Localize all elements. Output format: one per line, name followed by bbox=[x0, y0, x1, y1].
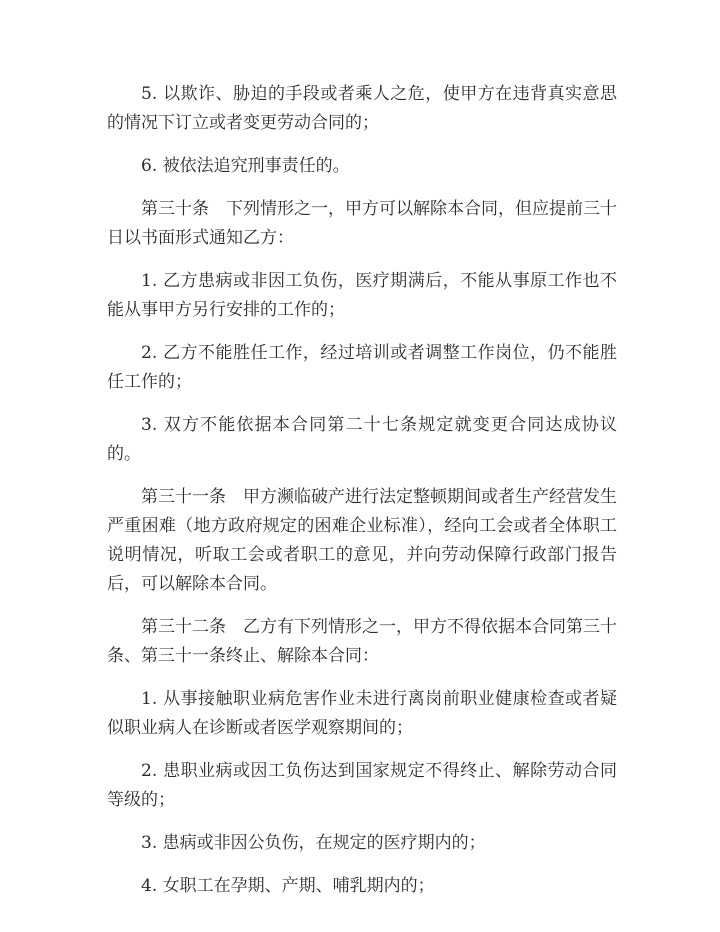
article-32-item-4: 4. 女职工在孕期、产期、哺乳期内的； bbox=[141, 876, 435, 896]
article-32: 第三十二条 乙方有下列情形之一，甲方不得依据本合同第三十条、第三十一条终止、解除本合同： bbox=[107, 617, 617, 666]
article-30-item-3: 3. 双方不能依据本合同第二十七条规定就变更合同达成协议的。 bbox=[107, 415, 617, 464]
clause-6: 6. 被依法追究刑事责任的。 bbox=[141, 156, 350, 176]
article-32-item-2: 2. 患职业病或因工负伤达到国家规定不得终止、解除劳动合同等级的； bbox=[107, 761, 617, 810]
article-32-item-3: 3. 患病或非因公负伤，在规定的医疗期内的； bbox=[141, 833, 486, 853]
article-30: 第三十条 下列情形之一，甲方可以解除本合同，但应提前三十日以书面形式通知乙方： bbox=[107, 199, 617, 248]
document-body bbox=[107, 80, 617, 915]
article-30-item-1: 1. 乙方患病或非因工负伤，医疗期满后，不能从事原工作也不能从事甲方另行安排的工作的； bbox=[107, 271, 617, 320]
article-30-item-2: 2. 乙方不能胜任工作，经过培训或者调整工作岗位，仍不能胜任工作的； bbox=[107, 343, 617, 392]
article-32-item-1: 1. 从事接触职业病危害作业未进行离岗前职业健康检查或者疑似职业病人在诊断或者医学观察期间的； bbox=[107, 689, 617, 738]
clause-5: 5. 以欺诈、胁迫的手段或者乘人之危，使甲方在违背真实意思的情况下订立或者变更劳动合同的； bbox=[107, 84, 617, 133]
article-31: 第三十一条 甲方濒临破产进行法定整顿期间或者生产经营发生严重困难（地方政府规定的困难企业标准），经向工会或者全体职工说明情况，听取工会或者职工的意见，并向劳动保障行政部门报告后，可以解除本合同。 bbox=[107, 487, 617, 594]
